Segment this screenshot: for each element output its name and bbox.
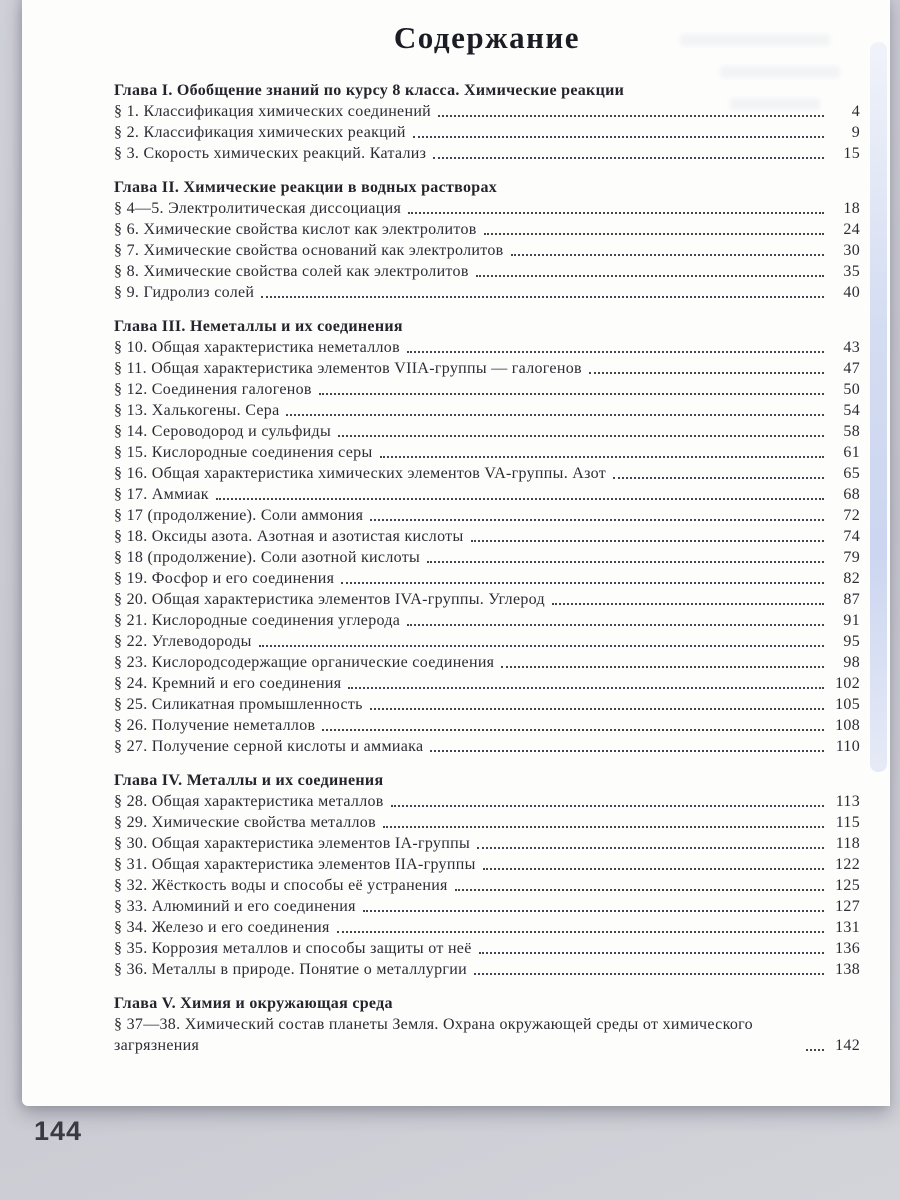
chapter-heading: Глава V. Химия и окружающая среда	[114, 995, 393, 1012]
dot-leader-icon	[322, 729, 824, 731]
entry-title: § 11. Общая характеристика элементов VIIA-группы — галогенов	[114, 360, 582, 377]
chapter-entries	[114, 1014, 860, 1056]
entry-page-number: 24	[843, 221, 860, 238]
entry-title: § 20. Общая характеристика элементов IVA-группы. Углерод	[114, 591, 545, 608]
dot-leader-icon	[348, 687, 824, 689]
toc-entry	[114, 122, 860, 143]
toc-content	[22, 0, 890, 1056]
entry-title: § 22. Углеводороды	[114, 633, 252, 650]
toc-entry	[114, 282, 860, 303]
toc-section	[114, 316, 860, 757]
dot-leader-icon	[380, 456, 824, 458]
dot-leader-icon	[341, 582, 824, 584]
dot-leader-icon	[259, 645, 824, 647]
dot-leader-icon	[363, 910, 824, 912]
entry-title: § 19. Фосфор и его соединения	[114, 570, 335, 587]
entry-title: § 33. Алюминий и его соединения	[114, 898, 356, 915]
entry-page-number: 40	[843, 284, 860, 301]
entry-title: § 18. Оксиды азота. Азотная и азотистая кислоты	[114, 528, 464, 545]
entry-title: § 17. Аммиак	[114, 486, 209, 503]
entry-title: § 35. Коррозия металлов и способы защиты от неё	[114, 940, 472, 957]
toc-entry	[114, 896, 860, 917]
dot-leader-icon	[501, 666, 824, 668]
entry-title: § 18 (продолжение). Соли азотной кислоты	[114, 549, 421, 566]
toc-entry	[114, 505, 860, 526]
entry-title: § 10. Общая характеристика неметаллов	[114, 339, 400, 356]
dot-leader-icon	[286, 414, 824, 416]
dot-leader-icon	[552, 603, 824, 605]
entry-page-number: 18	[843, 200, 860, 217]
toc-section	[114, 177, 860, 303]
book-page	[22, 0, 890, 1106]
toc-entry	[114, 833, 860, 854]
dot-leader-icon	[430, 750, 824, 752]
toc-entry	[114, 673, 860, 694]
dot-leader-icon	[370, 708, 824, 710]
chapter-heading: Глава II. Химические реакции в водных растворах	[114, 179, 498, 196]
entry-title: § 1. Классификация химических соединений	[114, 103, 432, 120]
entry-title: § 23. Кислородсодержащие органические соединения	[114, 654, 495, 671]
entry-page-number: 15	[843, 145, 860, 162]
entry-title: § 8. Химические свойства солей как электролитов	[114, 263, 469, 280]
toc-entry	[114, 379, 860, 400]
toc-entry	[114, 442, 860, 463]
toc-entry	[114, 358, 860, 379]
entry-page-number: 43	[843, 339, 860, 356]
entry-page-number: 35	[843, 263, 860, 280]
toc-entry	[114, 198, 860, 219]
dot-leader-icon	[477, 847, 824, 849]
toc-entry	[114, 101, 860, 122]
dot-leader-icon	[319, 393, 824, 395]
entry-title: § 32. Жёсткость воды и способы её устранения	[114, 877, 448, 894]
entry-title: § 9. Гидролиз солей	[114, 284, 255, 301]
toc-entry	[114, 854, 860, 875]
toc-sections	[114, 80, 860, 1056]
entry-title: § 29. Химические свойства металлов	[114, 814, 376, 831]
entry-title: § 27. Получение серной кислоты и аммиака	[114, 738, 424, 755]
dot-leader-icon	[391, 805, 824, 807]
entry-page-number: 142	[835, 1037, 860, 1054]
dot-leader-icon	[407, 624, 824, 626]
entry-page-number: 54	[843, 402, 860, 419]
entry-page-number: 118	[835, 835, 860, 852]
toc-section	[114, 770, 860, 980]
toc-entry	[114, 589, 860, 610]
entry-page-number: 122	[835, 856, 860, 873]
chapter-entries	[114, 101, 860, 164]
entry-title: § 6. Химические свойства кислот как электролитов	[114, 221, 477, 238]
entry-page-number: 87	[843, 591, 860, 608]
entry-title: § 30. Общая характеристика элементов IA-группы	[114, 835, 471, 852]
dot-leader-icon	[589, 372, 824, 374]
dot-leader-icon	[407, 351, 824, 353]
dot-leader-icon	[408, 212, 824, 214]
entry-page-number: 82	[843, 570, 860, 587]
chapter-heading: Глава I. Обобщение знаний по курсу 8 класса. Химические реакции	[114, 82, 625, 99]
dot-leader-icon	[474, 973, 824, 975]
entry-title: § 17 (продолжение). Соли аммония	[114, 507, 364, 524]
corner-page-number: 144	[34, 1116, 83, 1146]
entry-page-number: 105	[835, 696, 860, 713]
toc-entry	[114, 484, 860, 505]
entry-page-number: 138	[835, 961, 860, 978]
entry-title: § 28. Общая характеристика металлов	[114, 793, 384, 810]
toc-entry	[114, 631, 860, 652]
entry-page-number: 72	[843, 507, 860, 524]
entry-page-number: 4	[851, 103, 860, 120]
dot-leader-icon	[471, 540, 824, 542]
toc-entry	[114, 526, 860, 547]
entry-title: § 37—38. Химический состав планеты Земля. Охрана окружающей среды от химического загрязнения	[114, 1016, 753, 1054]
entry-title: § 7. Химические свойства оснований как электролитов	[114, 242, 504, 259]
entry-page-number: 95	[843, 633, 860, 650]
toc-entry	[114, 652, 860, 673]
dot-leader-icon	[338, 435, 824, 437]
entry-title: § 21. Кислородные соединения углерода	[114, 612, 401, 629]
chapter-entries	[114, 791, 860, 980]
entry-page-number: 131	[835, 919, 860, 936]
dot-leader-icon	[433, 157, 824, 159]
toc-entry	[114, 568, 860, 589]
page-title: Содержание	[393, 20, 581, 55]
entry-page-number: 108	[835, 717, 860, 734]
entry-page-number: 74	[843, 528, 860, 545]
entry-title: § 15. Кислородные соединения серы	[114, 444, 373, 461]
entry-page-number: 50	[843, 381, 860, 398]
chapter-heading: Глава III. Неметаллы и их соединения	[114, 318, 403, 335]
entry-page-number: 98	[843, 654, 860, 671]
toc-entry	[114, 610, 860, 631]
entry-page-number: 125	[835, 877, 860, 894]
entry-page-number: 30	[843, 242, 860, 259]
toc-entry	[114, 143, 860, 164]
dot-leader-icon	[337, 931, 824, 933]
toc-entry	[114, 400, 860, 421]
entry-page-number: 47	[843, 360, 860, 377]
toc-entry	[114, 959, 860, 980]
toc-entry	[114, 547, 860, 568]
entry-title: § 34. Железо и его соединения	[114, 919, 330, 936]
entry-page-number: 127	[835, 898, 860, 915]
dot-leader-icon	[438, 115, 824, 117]
entry-title: § 16. Общая характеристика химических элементов VA-группы. Азот	[114, 465, 607, 482]
toc-entry	[114, 261, 860, 282]
toc-entry	[114, 337, 860, 358]
entry-page-number: 68	[843, 486, 860, 503]
entry-title: § 31. Общая характеристика элементов IIA-группы	[114, 856, 476, 873]
toc-section	[114, 993, 860, 1056]
entry-page-number: 79	[843, 549, 860, 566]
toc-entry	[114, 917, 860, 938]
toc-section	[114, 80, 860, 164]
toc-entry	[114, 240, 860, 261]
entry-page-number: 136	[835, 940, 860, 957]
toc-entry	[114, 219, 860, 240]
entry-title: § 14. Сероводород и сульфиды	[114, 423, 332, 440]
dot-leader-icon	[479, 952, 824, 954]
dot-leader-icon	[484, 233, 824, 235]
dot-leader-icon	[413, 136, 824, 138]
toc-entry	[114, 875, 860, 896]
entry-page-number: 110	[835, 738, 860, 755]
entry-page-number: 115	[835, 814, 860, 831]
dot-leader-icon	[383, 826, 824, 828]
dot-leader-icon	[261, 296, 824, 298]
dot-leader-icon	[370, 519, 824, 521]
entry-title: § 12. Соединения галогенов	[114, 381, 312, 398]
toc-entry	[114, 791, 860, 812]
dot-leader-icon	[613, 477, 824, 479]
entry-page-number: 61	[843, 444, 860, 461]
toc-entry	[114, 463, 860, 484]
entry-title: § 24. Кремний и его соединения	[114, 675, 342, 692]
dot-leader-icon	[806, 1049, 824, 1051]
dot-leader-icon	[476, 275, 824, 277]
entry-title: § 26. Получение неметаллов	[114, 717, 316, 734]
entry-title: § 4—5. Электролитическая диссоциация	[114, 200, 402, 217]
entry-title: § 36. Металлы в природе. Понятие о металлургии	[114, 961, 467, 978]
chapter-heading: Глава IV. Металлы и их соединения	[114, 772, 384, 789]
toc-entry	[114, 1014, 860, 1056]
entry-page-number: 91	[843, 612, 860, 629]
toc-entry	[114, 421, 860, 442]
dot-leader-icon	[511, 254, 824, 256]
toc-entry	[114, 938, 860, 959]
entry-page-number: 58	[843, 423, 860, 440]
toc-entry	[114, 736, 860, 757]
chapter-entries	[114, 337, 860, 757]
dot-leader-icon	[216, 498, 824, 500]
entry-title: § 13. Халькогены. Сера	[114, 402, 280, 419]
entry-title: § 2. Классификация химических реакций	[114, 124, 406, 141]
dot-leader-icon	[483, 868, 824, 870]
entry-page-number: 9	[851, 124, 860, 141]
entry-page-number: 65	[843, 465, 860, 482]
dot-leader-icon	[455, 889, 824, 891]
toc-entry	[114, 812, 860, 833]
entry-title: § 3. Скорость химических реакций. Катализ	[114, 145, 427, 162]
dot-leader-icon	[427, 561, 824, 563]
entry-page-number: 113	[835, 793, 860, 810]
chapter-entries	[114, 198, 860, 303]
toc-entry	[114, 694, 860, 715]
toc-entry	[114, 715, 860, 736]
entry-title: § 25. Силикатная промышленность	[114, 696, 363, 713]
entry-page-number: 102	[835, 675, 860, 692]
